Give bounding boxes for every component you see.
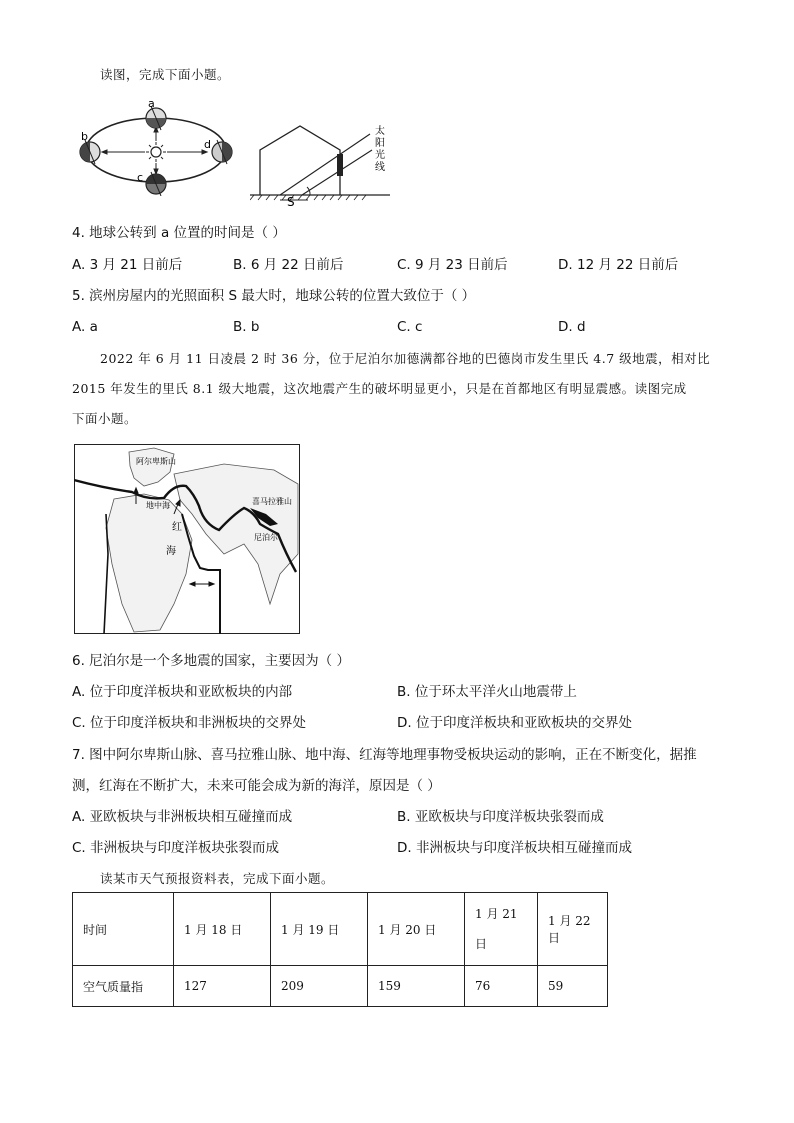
q6-option-a[interactable]: A. 位于印度洋板块和亚欧板块的内部 xyxy=(72,684,293,700)
q5-stem: 5. 滨州房屋内的光照面积 S 最大时，地球公转的位置大致位于（ ） xyxy=(72,288,476,304)
q7-option-c[interactable]: C. 非洲板块与印度洋板块张裂而成 xyxy=(72,840,280,856)
table-header-cell: 1 月 19 日 xyxy=(271,893,368,966)
intro-text-2: 读某市天气预报资料表，完成下面小题。 xyxy=(100,871,335,886)
house-diagram xyxy=(250,120,390,208)
map-label-med: 地中海 xyxy=(146,501,170,510)
earth-b xyxy=(80,140,100,164)
table-header-cell: 1 月 18 日 xyxy=(174,893,271,966)
orbit-diagram xyxy=(76,98,246,196)
window xyxy=(337,154,343,176)
table-header-row xyxy=(73,893,608,966)
q7-stem-line-2: 测，红海在不断扩大，未来可能会成为新的海洋，原因是（ ） xyxy=(72,778,441,794)
table-header-cell: 时间 xyxy=(73,893,174,966)
q4-option-c[interactable]: C. 9 月 23 日前后 xyxy=(397,257,508,273)
weather-table xyxy=(72,892,608,1007)
map-label-alps: 阿尔卑斯山 xyxy=(136,457,176,466)
label-d: d xyxy=(204,138,211,151)
q6-option-d[interactable]: D. 位于印度洋板块和亚欧板块的交界处 xyxy=(397,715,632,731)
map-label-nepal: 尼泊尔 xyxy=(254,533,278,542)
earth-d xyxy=(212,140,232,164)
passage-line-1: 2022 年 6 月 11 日凌晨 2 时 36 分，位于尼泊尔加德满都谷地的巴德岗市发生里氏 4.7 级地震，相对比 xyxy=(100,351,711,366)
q5-option-d[interactable]: D. d xyxy=(558,319,586,335)
passage-line-3: 下面小题。 xyxy=(72,411,138,426)
label-c: c xyxy=(137,171,144,184)
table-cell: 空气质量指 xyxy=(73,966,174,1007)
map-label-himalaya: 喜马拉雅山 xyxy=(252,497,292,506)
table-row xyxy=(73,966,608,1007)
q7-stem-line-1: 7. 图中阿尔卑斯山脉、喜马拉雅山脉、地中海、红海等地理事物受板块运动的影响，正在不断变化，据推 xyxy=(72,747,697,763)
table-cell: 159 xyxy=(368,966,465,1007)
q7-option-b[interactable]: B. 亚欧板块与印度洋板块张裂而成 xyxy=(397,809,604,825)
sunlight-label-3: 光 xyxy=(375,150,385,161)
q4-stem: 4. 地球公转到 a 位置的时间是（ ） xyxy=(72,225,286,241)
q5-option-b[interactable]: B. b xyxy=(233,319,260,335)
table-cell: 76 xyxy=(465,966,538,1007)
table-header-cell: 1 月 21 日 xyxy=(465,893,538,966)
q6-option-c[interactable]: C. 位于印度洋板块和非洲板块的交界处 xyxy=(72,715,307,731)
plate-map xyxy=(74,444,300,634)
q4-option-b[interactable]: B. 6 月 22 日前后 xyxy=(233,257,344,273)
q4-option-a[interactable]: A. 3 月 21 日前后 xyxy=(72,257,183,273)
sun-icon xyxy=(146,142,166,162)
q5-option-c[interactable]: C. c xyxy=(397,319,423,335)
sunlight-label-2: 阳 xyxy=(375,138,385,149)
q6-stem: 6. 尼泊尔是一个多地震的国家，主要因为（ ） xyxy=(72,653,350,669)
intro-text: 读图，完成下面小题。 xyxy=(100,67,231,82)
table-cell: 59 xyxy=(538,966,608,1007)
label-s: S xyxy=(287,195,295,208)
q7-option-d[interactable]: D. 非洲板块与印度洋板块相互碰撞而成 xyxy=(397,840,632,856)
q6-option-b[interactable]: B. 位于环太平洋火山地震带上 xyxy=(397,684,577,700)
label-a: a xyxy=(148,98,155,110)
table-header-cell: 1 月 22 日 xyxy=(538,893,608,966)
sunlight-label-1: 太 xyxy=(375,126,385,137)
table-header-cell: 1 月 20 日 xyxy=(368,893,465,966)
table-cell: 127 xyxy=(174,966,271,1007)
table-cell: 209 xyxy=(271,966,368,1007)
label-b: b xyxy=(81,130,88,143)
q7-option-a[interactable]: A. 亚欧板块与非洲板块相互碰撞而成 xyxy=(72,809,293,825)
q4-option-d[interactable]: D. 12 月 22 日前后 xyxy=(558,257,679,273)
q5-option-a[interactable]: A. a xyxy=(72,319,98,335)
map-label-red-sea-1: 红 xyxy=(172,522,182,533)
passage-line-2: 2015 年发生的里氏 8.1 级大地震，这次地震产生的破坏明显更小，只是在首都地区有明显震感。读图完成 xyxy=(72,381,687,396)
sunlight-label-4: 线 xyxy=(375,162,385,173)
earth-c xyxy=(146,172,166,196)
map-label-red-sea-2: 海 xyxy=(166,546,176,557)
